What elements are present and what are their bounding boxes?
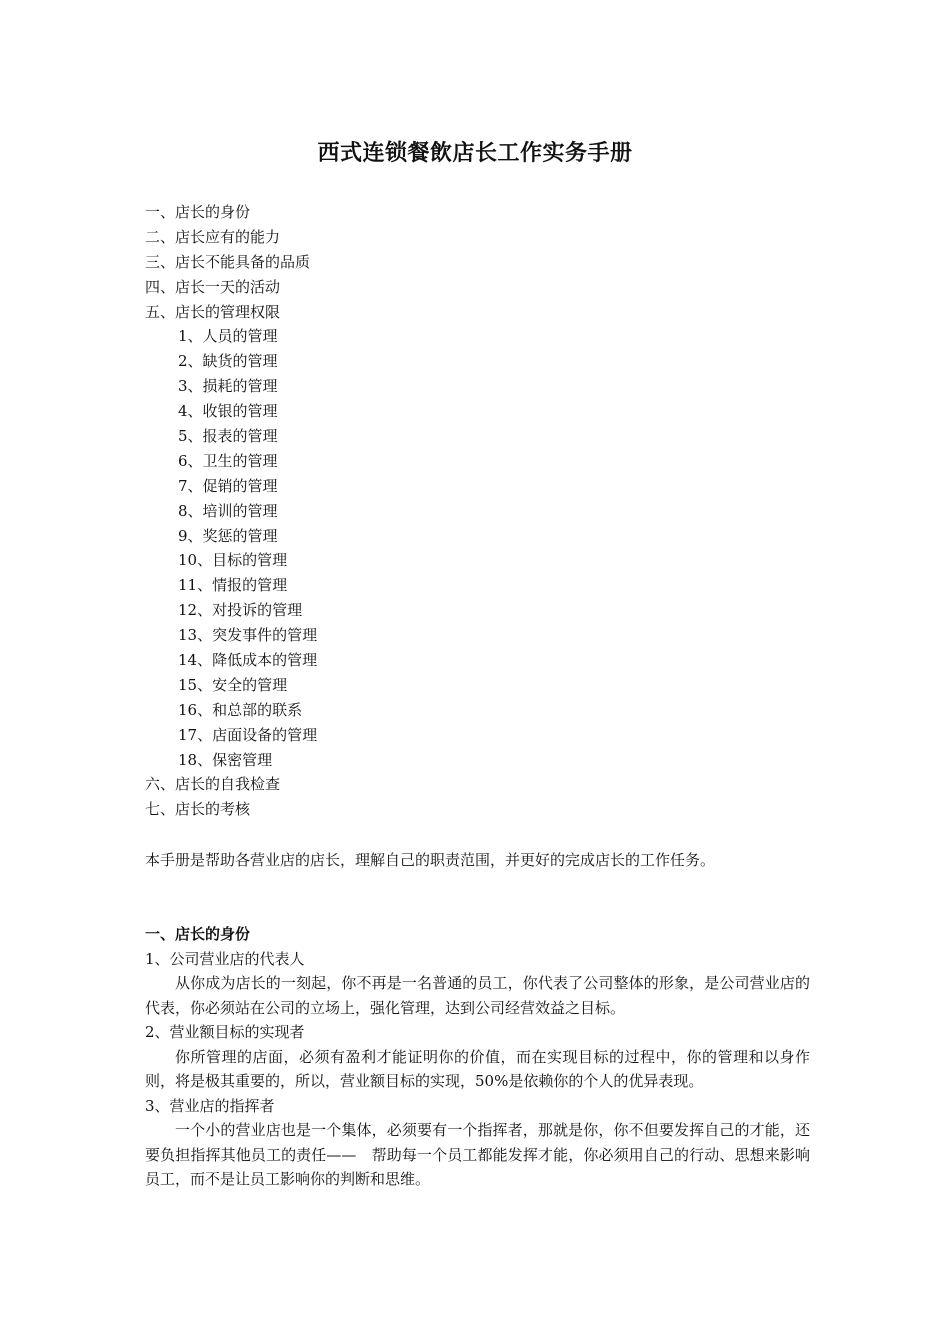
- table-of-contents: [145, 200, 825, 822]
- toc-item: 三、店长不能具备的品质: [145, 252, 311, 271]
- toc-item: 四、店长一天的活动: [145, 277, 281, 296]
- toc-item: 五、店长的管理权限: [145, 302, 281, 321]
- toc-item: 六、店长的自我检查: [145, 775, 281, 794]
- toc-subitem: 12、对投诉的管理: [178, 601, 303, 620]
- section-heading: 一、店长的身份: [145, 925, 251, 943]
- body-paragraph: 一个小的营业店也是一个集体，必须要有一个指挥者，那就是你，你不但要发挥自己的才能，还要负担指挥其他员工的责任—— 帮助每一个员工都能发挥才能，你必须用自己的行动、思想来影响员工，而不是让员工影响你的判断和思维。: [145, 1121, 810, 1188]
- subsection-heading: 2、营业额目标的实现者: [145, 1023, 305, 1041]
- toc-subitem: 16、和总部的联系: [178, 700, 303, 719]
- toc-subitem: 13、突发事件的管理: [178, 626, 318, 645]
- toc-subitem: 14、降低成本的管理: [178, 651, 318, 670]
- toc-item: 七、店长的考核: [145, 800, 251, 819]
- subsection-heading: 1、公司营业店的代表人: [145, 949, 305, 968]
- toc-subitem: 6、卫生的管理: [178, 451, 278, 470]
- toc-subitem: 7、促销的管理: [178, 476, 278, 495]
- toc-subitem: 18、保密管理: [178, 750, 273, 769]
- toc-subitem: 5、报表的管理: [178, 427, 278, 446]
- body-paragraph: 你所管理的店面，必须有盈利才能证明你的价值，而在实现目标的过程中，你的管理和以身作则，将是极其重要的，所以，营业额目标的实现，50%是依赖你的个人的优异表现。: [145, 1047, 810, 1090]
- toc-item: 二、店长应有的能力: [145, 227, 281, 246]
- toc-subitem: 10、目标的管理: [178, 551, 288, 570]
- toc-subitem: 2、缺货的管理: [178, 352, 278, 371]
- toc-subitem: 17、店面设备的管理: [178, 725, 318, 744]
- document-title: 西式连锁餐飲店长工作实务手册: [317, 140, 633, 166]
- toc-subitem: 11、情报的管理: [178, 576, 288, 595]
- toc-subitem: 9、奖惩的管理: [178, 526, 278, 545]
- toc-subitem: 1、人员的管理: [178, 327, 278, 346]
- subsection-heading: 3、营业店的指挥者: [145, 1096, 275, 1115]
- toc-subitem: 15、安全的管理: [178, 675, 288, 694]
- toc-subitem: 8、培训的管理: [178, 501, 278, 520]
- body-paragraph: 从你成为店长的一刻起，你不再是一名普通的员工，你代表了公司整体的形象，是公司营业店的代表，你必须站在公司的立场上，强化管理，达到公司经营效益之目标。: [145, 974, 810, 1017]
- toc-subitem: 3、损耗的管理: [178, 377, 278, 396]
- toc-subitem: 4、收银的管理: [178, 402, 278, 421]
- intro-paragraph: 本手册是帮助各营业店的店长，理解自己的职责范围，并更好的完成店长的工作任务。: [145, 851, 716, 869]
- toc-item: 一、店长的身份: [145, 203, 251, 221]
- section-store-manager-identity: [145, 922, 810, 1192]
